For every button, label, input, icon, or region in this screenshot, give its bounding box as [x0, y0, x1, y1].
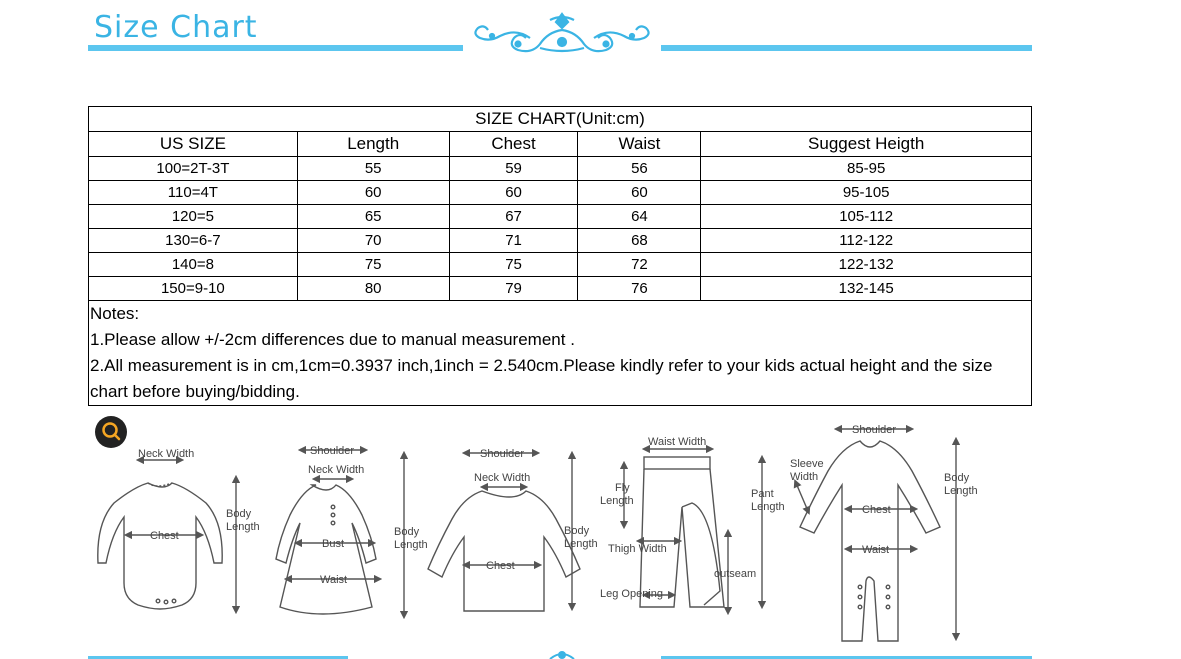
- notes-row: [89, 301, 1032, 406]
- label-pant: Pant: [751, 488, 774, 500]
- table-cell: 132-145: [701, 277, 1032, 301]
- table-cell: 112-122: [701, 229, 1032, 253]
- header-rule-left: [88, 45, 463, 51]
- label-shoulder: Shoulder: [310, 445, 355, 457]
- table-cell: 75: [449, 253, 578, 277]
- label-leg-opening: Leg Opening: [600, 588, 663, 600]
- table-cell: 72: [578, 253, 701, 277]
- label-waist: Waist: [320, 574, 348, 586]
- label-body: Body: [226, 508, 252, 520]
- table-row: [89, 277, 1032, 301]
- search-icon: [95, 416, 127, 448]
- table-row: [89, 229, 1032, 253]
- table-cell: 70: [297, 229, 449, 253]
- table-cell: 85-95: [701, 157, 1032, 181]
- pants-diagram: [624, 449, 762, 611]
- table-row: [89, 157, 1032, 181]
- label-body: Body: [394, 526, 420, 538]
- table-cell: 80: [297, 277, 449, 301]
- size-chart-header: [0, 0, 1181, 70]
- column-header: Length: [297, 132, 449, 157]
- table-cell: 71: [449, 229, 578, 253]
- table-cell: 140=8: [89, 253, 298, 277]
- label-width: Width: [790, 471, 819, 483]
- size-chart-table: [88, 106, 1032, 406]
- table-cell: 65: [297, 205, 449, 229]
- table-caption: SIZE CHART(Unit:cm): [89, 107, 1032, 132]
- label-length: Length: [600, 495, 634, 507]
- column-header: US SIZE: [89, 132, 298, 157]
- label-body: Body: [564, 525, 590, 537]
- table-cell: 95-105: [701, 181, 1032, 205]
- table-caption-row: [89, 107, 1032, 132]
- table-cell: 64: [578, 205, 701, 229]
- notes-heading: Notes:: [90, 304, 140, 323]
- table-header-row: [89, 132, 1032, 157]
- label-waist-width: Waist Width: [648, 436, 707, 448]
- column-header: Suggest Heigth: [701, 132, 1032, 157]
- table-cell: 60: [297, 181, 449, 205]
- notes-cell: [89, 301, 1032, 406]
- table-cell: 76: [578, 277, 701, 301]
- label-length: Length: [394, 539, 428, 551]
- label-waist: Waist: [862, 544, 890, 556]
- label-thigh-width: Thigh Width: [608, 543, 667, 555]
- label-chest: Chest: [486, 560, 515, 572]
- label-chest: Chest: [862, 504, 891, 516]
- table-cell: 105-112: [701, 205, 1032, 229]
- label-outseam: outseam: [714, 568, 757, 580]
- label-shoulder: Shoulder: [480, 448, 525, 460]
- label-neck-width: Neck Width: [474, 472, 531, 484]
- label-sleeve: Sleeve: [790, 458, 824, 470]
- next-section-header-partial: [88, 646, 1032, 659]
- table-cell: 110=4T: [89, 181, 298, 205]
- label-length: Length: [751, 501, 785, 513]
- table-cell: 60: [449, 181, 578, 205]
- label-neck-width: Neck Width: [308, 464, 365, 476]
- label-body: Body: [944, 472, 970, 484]
- table-row: [89, 253, 1032, 277]
- page-title: Size Chart: [94, 10, 258, 45]
- table-cell: 100=2T-3T: [89, 157, 298, 181]
- label-shoulder: Shoulder: [852, 424, 897, 436]
- label-neck-width: Neck Width: [138, 448, 195, 460]
- notes-line: 2.All measurement is in cm,1cm=0.3937 inch,1inch = 2.540cm.Please kindly refer to your kids actual height and the size chart before buying/bidding.: [90, 356, 993, 401]
- table-cell: 79: [449, 277, 578, 301]
- label-fly: Fly: [615, 482, 630, 494]
- zoom-button[interactable]: [95, 416, 127, 448]
- notes-line: 1.Please allow +/-2cm differences due to manual measurement .: [90, 330, 575, 349]
- table-cell: 55: [297, 157, 449, 181]
- table-cell: 130=6-7: [89, 229, 298, 253]
- column-header: Chest: [449, 132, 578, 157]
- ornament-icon: [470, 8, 655, 56]
- table-cell: 150=9-10: [89, 277, 298, 301]
- label-length: Length: [564, 538, 598, 550]
- table-row: [89, 181, 1032, 205]
- label-length: Length: [226, 521, 260, 533]
- table-cell: 75: [297, 253, 449, 277]
- table-cell: 68: [578, 229, 701, 253]
- table-cell: 56: [578, 157, 701, 181]
- label-chest: Chest: [150, 530, 179, 542]
- measurement-illustrations: [88, 415, 988, 645]
- label-bust: Bust: [322, 538, 345, 550]
- column-header: Waist: [578, 132, 701, 157]
- table-cell: 60: [578, 181, 701, 205]
- table-row: [89, 205, 1032, 229]
- table-cell: 67: [449, 205, 578, 229]
- table-cell: 120=5: [89, 205, 298, 229]
- table-cell: 59: [449, 157, 578, 181]
- label-length: Length: [944, 485, 978, 497]
- table-cell: 122-132: [701, 253, 1032, 277]
- header-rule-right: [661, 45, 1032, 51]
